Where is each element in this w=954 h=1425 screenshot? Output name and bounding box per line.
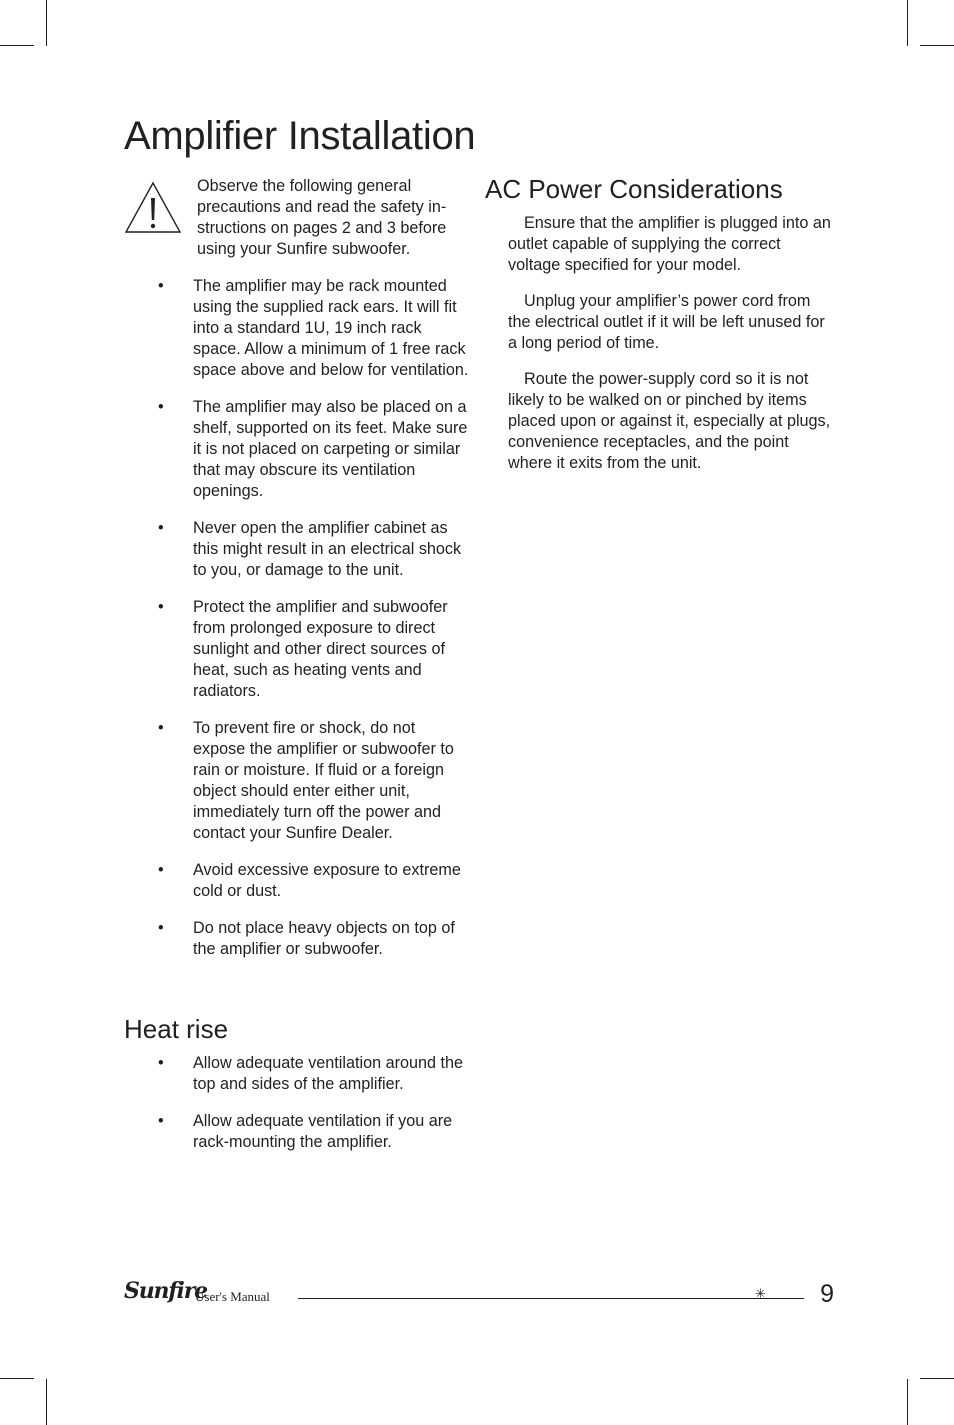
bullet-icon: • — [158, 861, 164, 879]
footer-rule — [298, 1298, 804, 1299]
warning-triangle-icon — [124, 180, 182, 234]
heat-rise-bullet-list — [124, 1053, 470, 1169]
crop-mark — [920, 45, 954, 46]
page-footer — [124, 1278, 834, 1318]
bullet-icon: • — [158, 519, 164, 537]
left-column — [124, 176, 470, 976]
footer-label: User's Manual — [195, 1289, 270, 1304]
crop-mark — [0, 45, 34, 46]
list-item: • Avoid excessive exposure to extreme cold or dust. — [158, 861, 461, 900]
bullet-icon: • — [158, 719, 164, 737]
ac-power-paragraph: Unplug your amplifier’s power cord from the electrical outlet if it will be left unused for a long period of time. — [508, 292, 825, 352]
page-title: Amplifier Installation — [124, 114, 476, 158]
page-number: 9 — [820, 1280, 834, 1308]
list-item: • To prevent fire or shock, do not expose the amplifier or subwoofer to rain or moisture. If fluid or a foreign object should enter either unit, immediately turn off the power and contact your Sunfire Dealer. — [158, 719, 454, 842]
ac-power-paragraph: Ensure that the amplifier is plugged into an outlet capable of supplying the correct voltage specified for your model. — [508, 214, 831, 274]
crop-mark — [46, 1379, 47, 1425]
list-item: • Never open the amplifier cabinet as this might result in an electrical shock to you, or damage to the unit. — [158, 519, 462, 579]
install-bullet-list — [124, 276, 470, 960]
bullet-icon: • — [158, 1112, 164, 1130]
warning-text: Observe the following general precautions and read the safety instructions on pages 2 and 3 before using your Sunfire subwoofer. — [197, 177, 447, 258]
ac-power-heading: AC Power Considerations — [485, 174, 783, 204]
list-item: • Protect the amplifier and subwoofer from prolonged exposure to direct sunlight and other direct sources of heat, such as heating vents and radiators. — [158, 598, 448, 700]
ac-power-paragraph: Route the power-supply cord so it is not likely to be walked on or pinched by items placed upon or against it, especially at plugs, convenience receptacles, and the point where it exits from the unit. — [508, 370, 831, 472]
bullet-icon: • — [158, 919, 164, 937]
bullet-icon: • — [158, 398, 164, 416]
crop-mark — [907, 0, 908, 46]
heat-rise-heading: Heat rise — [124, 1014, 229, 1044]
list-item: • Do not place heavy objects on top of the amplifier or subwoofer. — [158, 919, 455, 958]
bullet-icon: • — [158, 1054, 164, 1072]
right-column — [485, 174, 833, 489]
crop-mark — [920, 1378, 954, 1379]
list-item: • The amplifier may also be placed on a shelf, supported on its feet. Make sure it is not placed on carpeting or similar that may obscure its ventilation openings. — [158, 398, 468, 500]
list-item: • Allow adequate ventilation around the top and sides of the amplifier. — [158, 1054, 463, 1093]
bullet-icon: • — [158, 598, 164, 616]
bullet-icon: • — [158, 277, 164, 295]
warning-block — [124, 176, 470, 276]
sunfire-logo: Sunfire — [124, 1278, 207, 1304]
star-icon: ✳ — [755, 1286, 766, 1301]
list-item: • The amplifier may be rack mounted using the supplied rack ears. It will fit into a standard 1U, 19 inch rack space. Allow a minimum of 1 free rack space above and below for ventilation. — [158, 277, 469, 379]
crop-mark — [907, 1379, 908, 1425]
crop-mark — [46, 0, 47, 46]
list-item: • Allow adequate ventilation if you are rack-mounting the amplifier. — [158, 1112, 453, 1151]
crop-mark — [0, 1378, 34, 1379]
